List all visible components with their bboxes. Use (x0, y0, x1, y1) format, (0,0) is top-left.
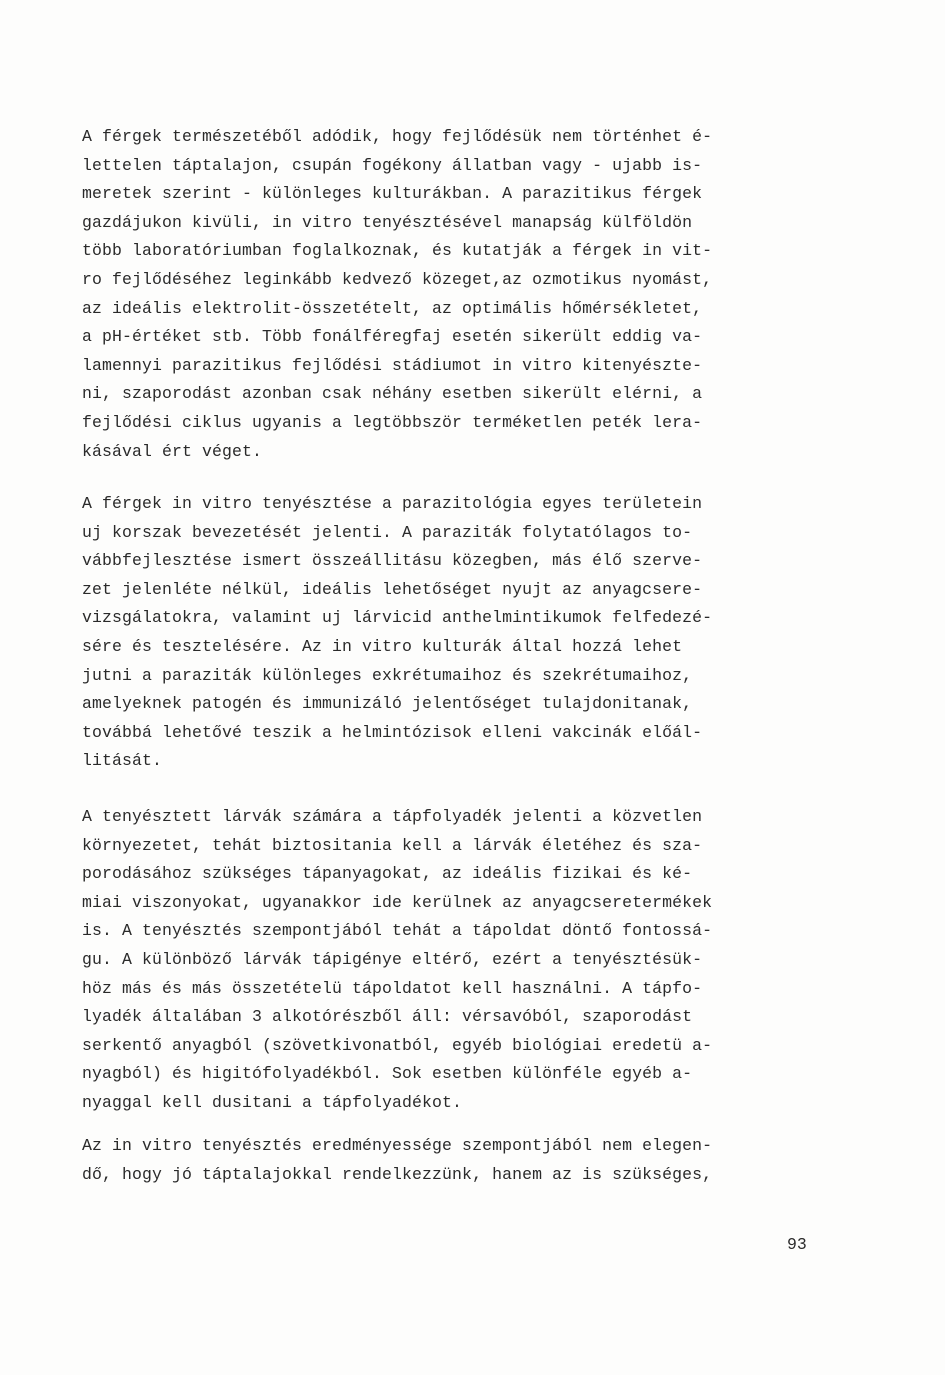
page-number: 93 (787, 1235, 807, 1254)
text-line: A férgek in vitro tenyésztése a parazitológia egyes területein (82, 494, 703, 513)
text-line: litását. (82, 751, 163, 771)
paragraph-3 (82, 803, 822, 1118)
text-line: lamennyi parazitikus fejlődési stádiumot in vitro kitenyészte- (82, 355, 703, 375)
text-line: höz más és más összetételü tápoldatot kell használni. A tápfo- (82, 978, 703, 998)
text-line: a pH-értéket stb. Több fonálféregfaj esetén sikerült eddig va- (82, 327, 703, 347)
text-line: zet jelenléte nélkül, ideális lehetőséget nyujt az anyagcsere- (82, 579, 703, 599)
text-line: gazdájukon kivüli, in vitro tenyésztésével manapság külföldön (82, 212, 693, 232)
text-line: amelyeknek patogén és immunizáló jelentőséget tulajdonitanak, (82, 694, 693, 714)
text-line: nyaggal kell dusitani a tápfolyadékot. (82, 1092, 463, 1112)
text-line: miai viszonyokat, ugyanakkor ide kerülnek az anyagcseretermékek (82, 892, 713, 912)
text-line: dő, hogy jó táptalajokkal rendelkezzünk, hanem az is szükséges, (82, 1164, 713, 1184)
text-line: lettelen táptalajon, csupán fogékony állatban vagy - ujabb is- (82, 155, 703, 175)
text-line: lyadék általában 3 alkotórészből áll: vérsavóból, szaporodást (82, 1007, 693, 1027)
text-line: ni, szaporodást azonban csak néhány esetben sikerült elérni, a (82, 384, 703, 404)
text-line: vizsgálatokra, valamint uj lárvicid anthelmintikumok felfedezé- (82, 608, 713, 628)
text-line: A férgek természetéből adódik, hogy fejlődésük nem történhet é- (82, 127, 713, 146)
text-line: uj korszak bevezetését jelenti. A paraziták folytatólagos to- (82, 522, 693, 542)
text-line: nyagból) és higitófolyadékból. Sok esetben különféle egyéb a- (82, 1064, 693, 1084)
text-line: fejlődési ciklus ugyanis a legtöbbször terméketlen peték lera- (82, 412, 703, 432)
text-line: gu. A különböző lárvák tápigénye eltérő, ezért a tenyésztésük- (82, 949, 703, 969)
text-line: is. A tenyésztés szempontjából tehát a tápoldat döntő fontossá- (82, 921, 713, 941)
text-line: jutni a paraziták különleges exkrétumaihoz és szekrétumaihoz, (82, 665, 693, 685)
text-line: továbbá lehetővé teszik a helmintózisok elleni vakcinák előál- (82, 722, 703, 742)
text-line: porodásához szükséges tápanyagokat, az ideális fizikai és ké- (82, 864, 693, 884)
paragraph-1 (82, 123, 822, 466)
text-line: vábbfejlesztése ismert összeállitásu közegben, más élő szerve- (82, 551, 703, 571)
text-line: A tenyésztett lárvák számára a tápfolyadék jelenti a közvetlen (82, 807, 703, 826)
text-line: Az in vitro tenyésztés eredményessége szempontjából nem elegen- (82, 1136, 713, 1155)
text-line: több laboratóriumban foglalkoznak, és kutatják a férgek in vit- (82, 241, 713, 261)
text-line: sére és tesztelésére. Az in vitro kulturák által hozzá lehet (82, 636, 683, 656)
paragraph-4 (82, 1132, 822, 1189)
text-line: ro fejlődéséhez leginkább kedvező közeget,az ozmotikus nyomást, (82, 269, 713, 289)
text-line: környezetet, tehát biztositania kell a lárvák életéhez és sza- (82, 835, 703, 855)
paragraph-2 (82, 490, 822, 776)
text-line: az ideális elektrolit-összetételt, az optimális hőmérsékletet, (82, 298, 703, 318)
text-line: meretek szerint - különleges kulturákban. A parazitikus férgek (82, 184, 703, 204)
text-line: serkentő anyagból (szövetkivonatból, egyéb biológiai eredetü a- (82, 1035, 713, 1055)
text-line: kásával ért véget. (82, 441, 263, 461)
